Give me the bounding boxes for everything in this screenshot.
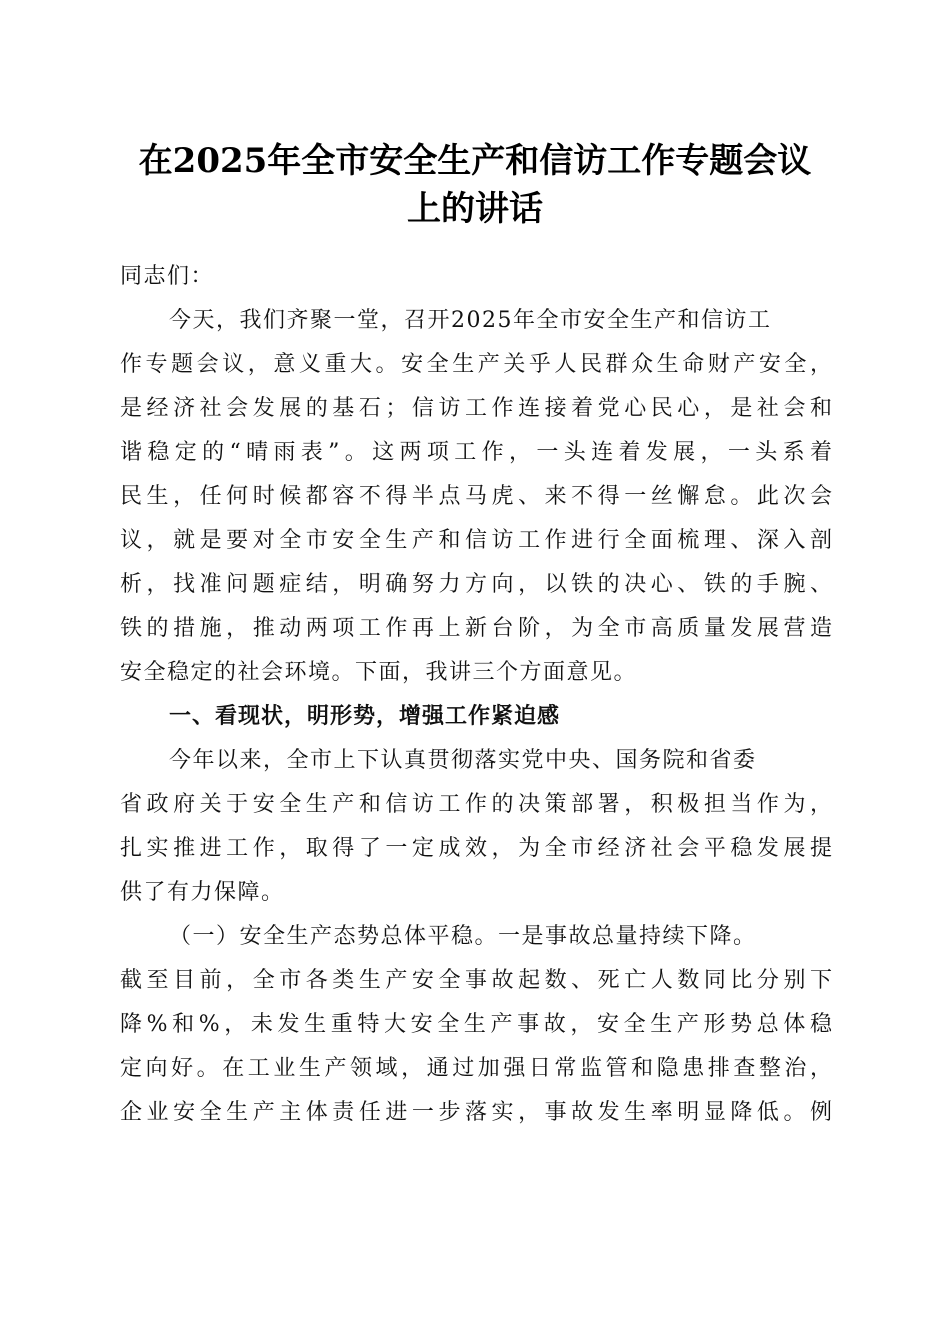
paragraph-line: 省政府关于安全生产和信访工作的决策部署，积极担当作为， [120,792,832,817]
paragraph-line: 是经济社会发展的基石；信访工作连接着党心民心，是社会和 [120,396,832,421]
title-line-1: 在2025年全市安全生产和信访工作专题会议 [138,141,812,181]
paragraph-line: 安全稳定的社会环境。下面，我讲三个方面意见。 [120,660,638,685]
paragraph-line: 铁的措施，推动两项工作再上新台阶，为全市高质量发展营造 [120,616,832,641]
document-title [0,137,950,233]
salutation: 同志们： [120,264,215,289]
paragraph-line: 降%和%，未发生重特大安全生产事故，安全生产形势总体稳 [120,1012,832,1037]
paragraph-line: 作专题会议，意义重大。安全生产关乎人民群众生命财产安全， [120,352,832,377]
paragraph-line: 今天，我们齐聚一堂，召开2025年全市安全生产和信访工 [169,308,772,333]
paragraph-line: 今年以来，全市上下认真贯彻落实党中央、国务院和省委 [169,748,757,773]
title-line-2: 上的讲话 [407,189,543,229]
paragraph-line: 民生，任何时候都容不得半点马虎、来不得一丝懈怠。此次会 [120,484,832,509]
section-1-paragraph [120,739,832,915]
paragraph-line: 扎实推进工作，取得了一定成效，为全市经济社会平稳发展提 [120,836,832,861]
document-body [120,255,832,1135]
intro-paragraph [120,299,832,695]
paragraph-line: 议，就是要对全市安全生产和信访工作进行全面梳理、深入剖 [120,528,832,553]
paragraph-line: 截至目前，全市各类生产安全事故起数、死亡人数同比分别下 [120,968,832,993]
paragraph-line: （一）安全生产态势总体平稳。一是事故总量持续下降。 [169,924,757,949]
paragraph-line: 供了有力保障。 [120,880,285,905]
paragraph-line: 定向好。在工业生产领域，通过加强日常监管和隐患排查整治， [120,1056,832,1081]
section-heading-1: 一、看现状，明形势，增强工作紧迫感 [169,704,561,729]
subsection-1-paragraph [120,915,832,1135]
paragraph-line: 谐稳定的“晴雨表”。这两项工作，一头连着发展，一头系着 [120,440,832,465]
paragraph-line: 企业安全生产主体责任进一步落实，事故发生率明显降低。例 [120,1100,832,1125]
paragraph-line: 析，找准问题症结，明确努力方向，以铁的决心、铁的手腕、 [120,572,832,597]
